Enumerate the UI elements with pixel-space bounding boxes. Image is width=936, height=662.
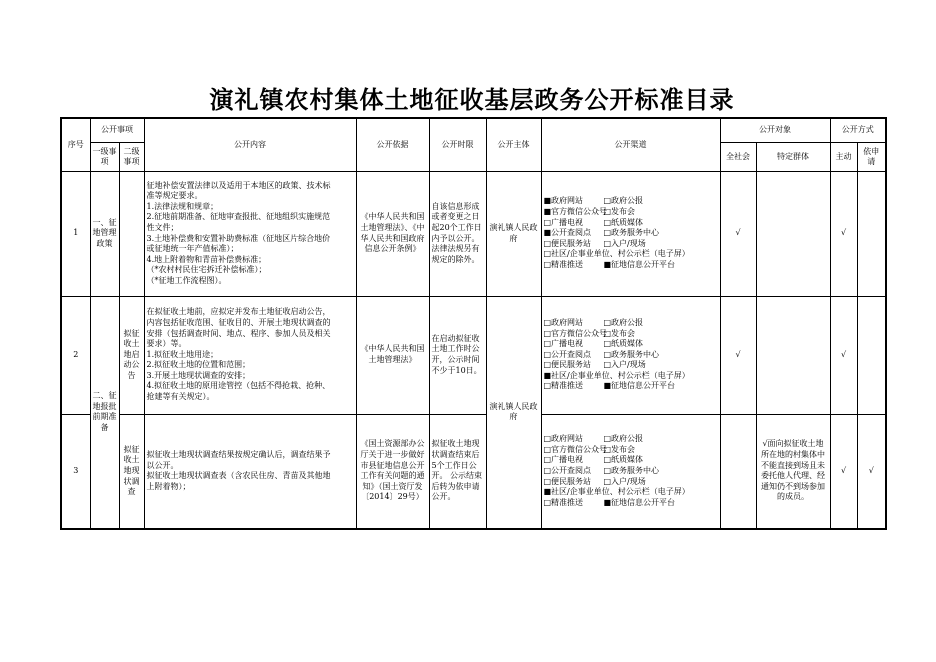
row-active-check: √ — [830, 296, 857, 414]
table-row — [61, 296, 886, 414]
row-channels: ■政府网站 □政府公报 ■官方微信公众号 □发布会 □广播电视 □纸质媒体 ■公开查阅点 □政务服务中心 □便民服务站 □入户/现场 □社区/企事业单位、村公示栏（电子屏） □精准推送 ■征地信息公开平台 — [541, 171, 720, 296]
row-specific — [756, 296, 830, 414]
row-subject: 演礼镇人民政府 — [486, 171, 541, 296]
row-seq: 1 — [61, 171, 90, 296]
header-content: 公开内容 — [144, 118, 356, 171]
row-channels: □政府网站 □政府公报 □官方微信公众号 □发布会 □广播电视 □纸质媒体 □公开查阅点 □政务服务中心 □便民服务站 □入户/现场 ■社区/企事业单位、村公示栏（电子屏） □精准推送 ■征地信息公开平台 — [541, 296, 720, 414]
row-basis: 《中华人民共和国土地管理法》 — [356, 296, 429, 414]
header-society: 全社会 — [720, 142, 756, 171]
header-basis: 公开依据 — [356, 118, 429, 171]
row-channels: □政府网站 □政府公报 □官方微信公众号 □发布会 □广播电视 □纸质媒体 □公开查阅点 □政务服务中心 □便民服务站 □入户/现场 ■社区/企事业单位、村公示栏（电子屏） □精准推送 ■征地信息公开平台 — [541, 414, 720, 529]
row-content: 征地补偿安置法律以及适用于本地区的政策、技术标 准等规定要求。 1.法律法规和规章； 2.征地前期准备、征地审查报批、征地组织实施规范 性文件； 3.土地补偿费和安置补助费标准（征地区片综合地价 或征地统一年产值标准）； 4.地上附着物和青苗补偿费标准； （*农村村民住宅拆迁补偿标准）； （*征地工作流程图）。 — [144, 171, 356, 296]
row-time: 拟征收土地现状调查结束后5个工作日公开。 公示结束后转为依申请公开。 — [429, 414, 486, 529]
row-active-check: √ — [830, 171, 857, 296]
row-society-check — [720, 414, 756, 529]
row-active-check: √ — [830, 414, 857, 529]
table-row — [61, 171, 886, 296]
disclosure-table — [60, 117, 887, 530]
row-specific: √面向拟征收土地所在地的村集体中不能直接到场且未委托他人代理、经通知仍不到场参加的成员。 — [756, 414, 830, 529]
header-time: 公开时限 — [429, 118, 486, 171]
row-seq: 3 — [61, 414, 90, 529]
row-subject: 演礼镇人民政府 — [486, 296, 541, 529]
row-time: 在启动拟征收土地工作时公开，公示时间不少于10日。 — [429, 296, 486, 414]
header-level1: 一级事项 — [90, 142, 119, 171]
header-mode: 公开方式 — [830, 118, 886, 142]
header-specific: 特定群体 — [756, 142, 830, 171]
row-basis: 《国土资源部办公厅关于进一步做好市县征地信息公开工作有关问题的通知》（国土资厅发〔2014〕29号） — [356, 414, 429, 529]
row-basis: 《中华人民共和国土地管理法》、《中华人民共和国政府信息公开条例》 — [356, 171, 429, 296]
row-society-check: √ — [720, 171, 756, 296]
header-items: 公开事项 — [90, 118, 144, 142]
row-apply-check — [857, 171, 886, 296]
table-row — [61, 414, 886, 529]
row-specific — [756, 171, 830, 296]
header-object: 公开对象 — [720, 118, 830, 142]
row-level1: 二、征地报批前期准备 — [90, 296, 119, 529]
row-apply-check: √ — [857, 414, 886, 529]
row-seq: 2 — [61, 296, 90, 414]
row-content: 在拟征收土地前，应拟定并发布土地征收启动公告， 内容包括征收范围、征收目的、开展土地现状调查的 安排（包括调查时间、地点、程序、参加人员及相关 要求）等。 1.拟征收土地用途； 2.拟征收土地的位置和范围； 3.开展土地现状调查的安排； 4.拟征收土地的原用途管控（包括不得抢栽、抢种、 抢建等有关规定）。 — [144, 296, 356, 414]
header-level2: 二级事项 — [119, 142, 144, 171]
row-level2 — [119, 171, 144, 296]
row-content: 拟征收土地现状调查结果按规定确认后，调查结果予 以公开。 拟征收土地现状调查表（含农民住房、青苗及其他地 上附着物）； — [144, 414, 356, 529]
row-apply-check — [857, 296, 886, 414]
header-seq: 序号 — [61, 118, 90, 171]
header-active: 主动 — [830, 142, 857, 171]
page-title: 演礼镇农村集体土地征收基层政务公开标准目录 — [209, 86, 735, 114]
row-level2: 拟征收土地现状调查 — [119, 414, 144, 529]
row-level1: 一、征地管理政策 — [90, 171, 119, 296]
header-apply: 依申请 — [857, 142, 886, 171]
row-society-check: √ — [720, 296, 756, 414]
header-subject: 公开主体 — [486, 118, 541, 171]
header-channel: 公开渠道 — [541, 118, 720, 171]
row-level2: 拟征收土地启动公告 — [119, 296, 144, 414]
row-time: 自该信息形成或者变更之日起20个工作日内予以公开。法律法规另有规定的除外。 — [429, 171, 486, 296]
